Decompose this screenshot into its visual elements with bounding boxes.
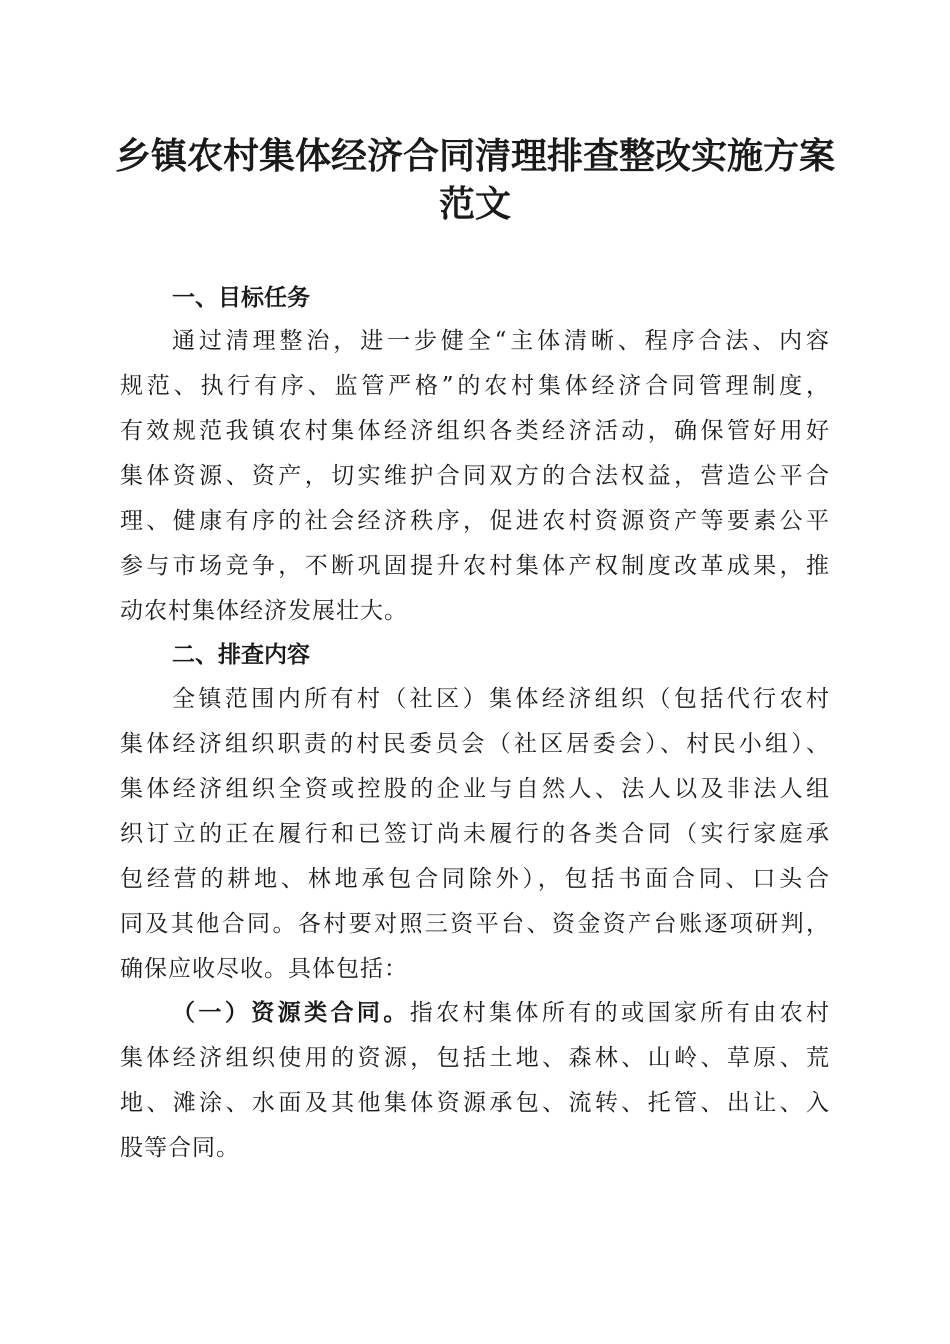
paragraph-line: 动农村集体经济发展壮大。 (120, 598, 408, 624)
paragraph-line: 地、滩涂、水面及其他集体资源承包、流转、托管、出让、入 (120, 1090, 830, 1116)
section-heading-targets: 一、目标任务 (172, 285, 310, 311)
paragraph-line: 集体经济组织使用的资源，包括土地、森林、山岭、草原、荒 (120, 1045, 830, 1071)
paragraph-line: 理、健康有序的社会经济秩序，促进农村资源资产等要素公平 (120, 508, 830, 534)
paragraph-line: 集体资源、资产，切实维护合同双方的合法权益，营造公平合 (120, 463, 830, 489)
paragraph-line: 包经营的耕地、林地承包合同除外），包括书面合同、口头合 (120, 866, 830, 892)
paragraph-line: 有效规范我镇农村集体经济组织各类经济活动，确保管好用好 (120, 418, 830, 444)
paragraph-line: 织订立的正在履行和已签订尚未履行的各类合同（实行家庭承 (120, 821, 830, 847)
subsection-first-line-rest: 指农村集体所有的或国家所有由农村 (409, 1000, 831, 1026)
paragraph-line: 集体经济组织全资或控股的企业与自然人、法人以及非法人组 (120, 776, 830, 802)
paragraph-line: 集体经济组织职责的村民委员会（社区居委会）、村民小组）、 (120, 731, 830, 757)
paragraph-line: 同及其他合同。各村要对照三资平台、资金资产台账逐项研判， (120, 911, 830, 937)
subsection-label-resource-contracts: （一）资源类合同。 (172, 1000, 410, 1026)
paragraph-line: 参与市场竞争，不断巩固提升农村集体产权制度改革成果，推 (120, 553, 830, 579)
document-title-line-1: 乡镇农村集体经济合同清理排查整改实施方案 (114, 136, 835, 177)
paragraph-line: 规范、执行有序、监管严格”的农村集体经济合同管理制度， (120, 373, 830, 399)
document-title-line-2: 范文 (438, 184, 511, 225)
paragraph-line: 全镇范围内所有村（社区）集体经济组织（包括代行农村 (172, 686, 830, 712)
paragraph-line: 通过清理整治，进一步健全“主体清晰、程序合法、内容 (172, 328, 830, 354)
paragraph-line: 股等合同。 (120, 1135, 240, 1161)
paragraph-line: 确保应收尽收。具体包括： (120, 956, 408, 982)
subsection-first-line (172, 998, 830, 1028)
section-heading-inspection-content: 二、排查内容 (172, 642, 310, 668)
